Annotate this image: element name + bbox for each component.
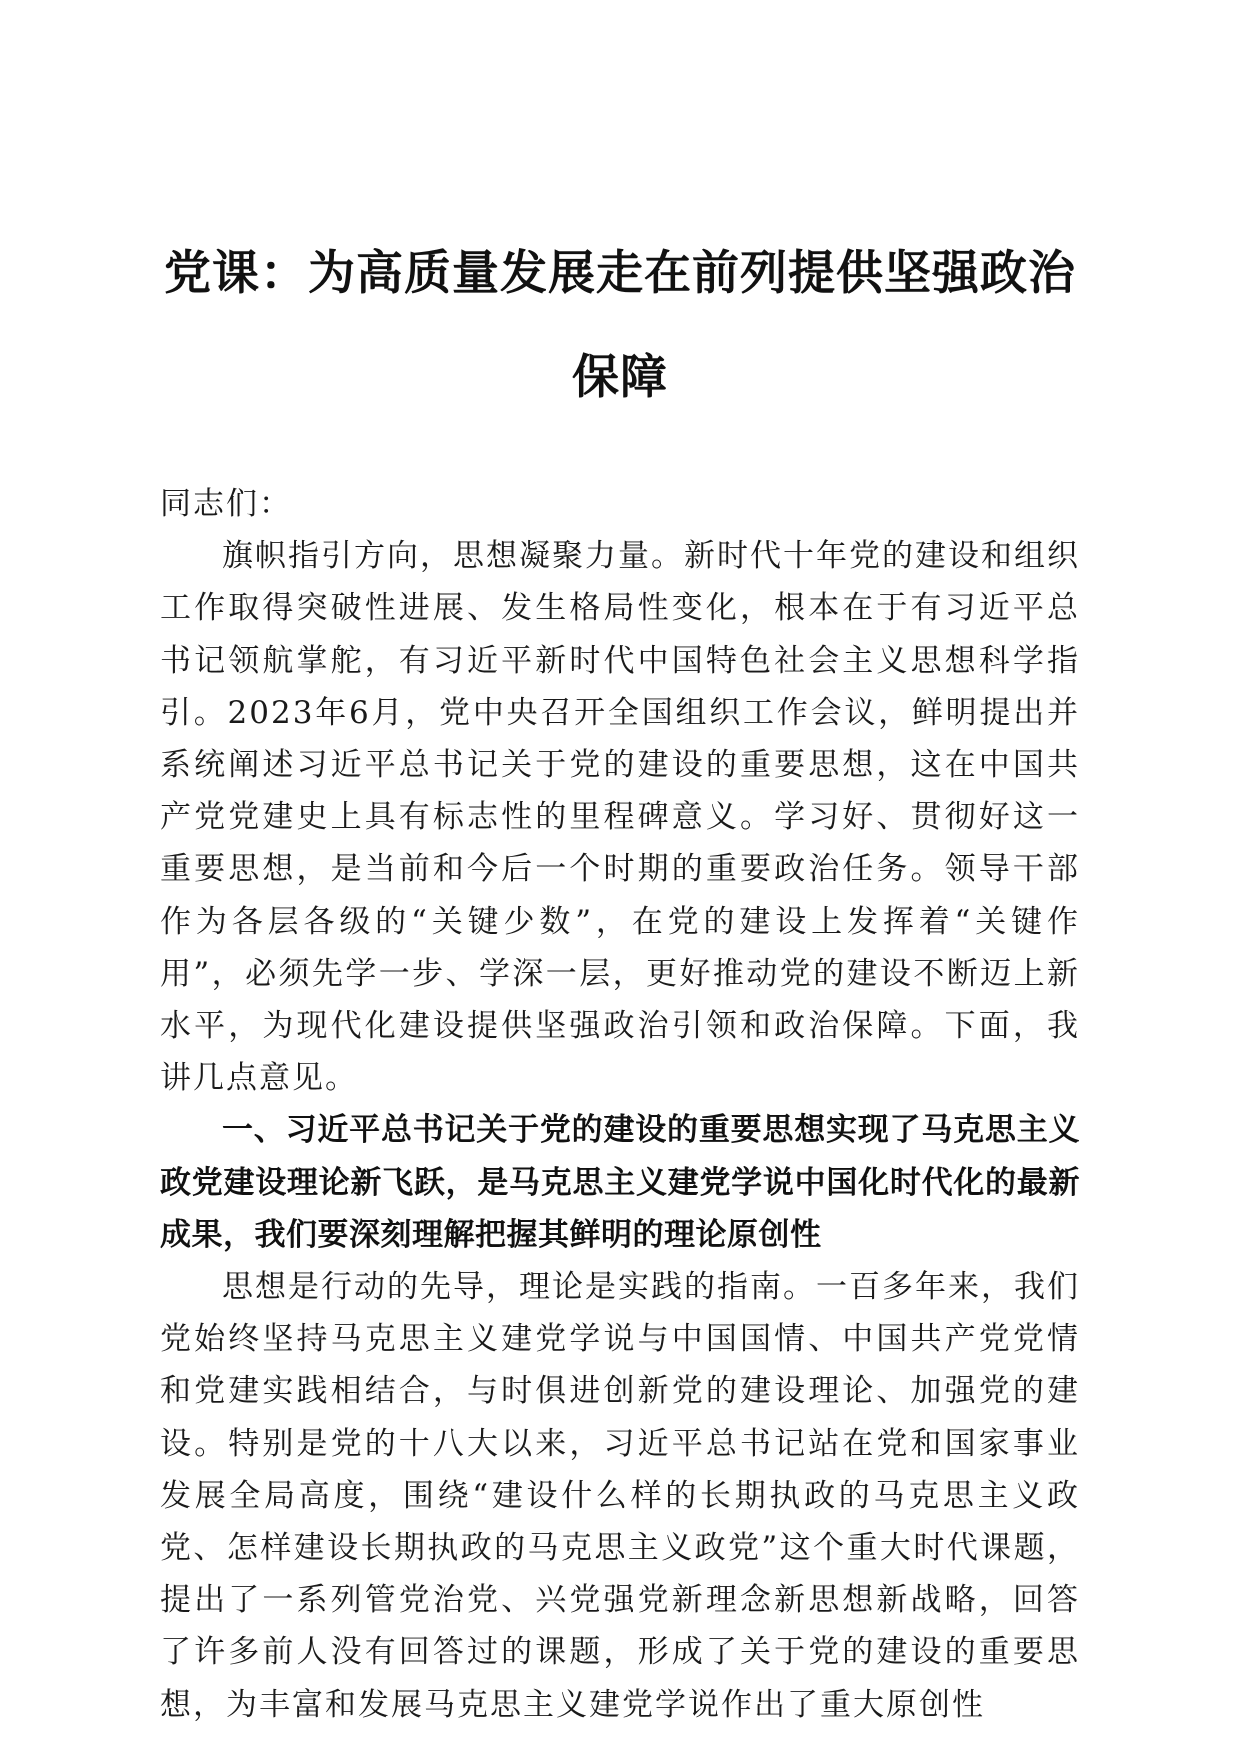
- salutation: 同志们：: [160, 486, 292, 522]
- section-heading: 一、习近平总书记关于党的建设的重要思想实现了马克思主义政党建设理论新飞跃，是马克思主义建党学说中国化时代化的最新成果，我们要深刻理解把握其鲜明的理论原创性: [160, 1112, 1080, 1253]
- document-body: [160, 478, 1080, 1731]
- document-title: 党课：为高质量发展走在前列提供坚强政治保障: [164, 246, 1076, 405]
- intro-paragraph: 旗帜指引方向，思想凝聚力量。新时代十年党的建设和组织工作取得突破性进展、发生格局性变化，根本在于有习近平总书记领航掌舵，有习近平新时代中国特色社会主义思想科学指引。2023年6月，党中央召开全国组织工作会议，鲜明提出并系统阐述习近平总书记关于党的建设的重要思想，这在中国共产党党建史上具有标志性的里程碑意义。学习好、贯彻好这一重要思想，是当前和今后一个时期的重要政治任务。领导干部作为各层各级的“关键少数”，在党的建设上发挥着“关键作用”，必须先学一步、学深一层，更好推动党的建设不断迈上新水平，为现代化建设提供坚强政治引领和政治保障。下面，我讲几点意见。: [160, 538, 1080, 1097]
- section-paragraph: 思想是行动的先导，理论是实践的指南。一百多年来，我们党始终坚持马克思主义建党学说与中国国情、中国共产党党情和党建实践相结合，与时俱进创新党的建设理论、加强党的建设。特别是党的十八大以来，习近平总书记站在党和国家事业发展全局高度，围绕“建设什么样的长期执政的马克思主义政党、怎样建设长期执政的马克思主义政党”这个重大时代课题，提出了一系列管党治党、兴党强党新理念新思想新战略，回答了许多前人没有回答过的课题，形成了关于党的建设的重要思想，为丰富和发展马克思主义建党学说作出了重大原创性: [160, 1269, 1080, 1723]
